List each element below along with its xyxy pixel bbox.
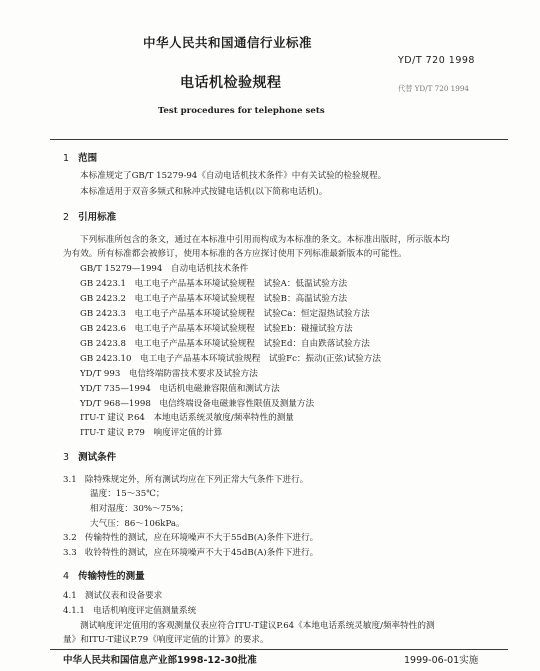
section-2-heading: [63, 213, 116, 223]
section-title: 测试条件: [78, 452, 117, 463]
clause-number: 3.2: [63, 533, 77, 543]
section-number: 1: [63, 153, 70, 164]
clause-number: 3.3: [63, 548, 77, 558]
reference-item: YD/T 735—1994 电话机电磁兼容限值和测试方法: [80, 384, 280, 394]
clause-text: 测试仪表和设备要求: [84, 591, 163, 601]
clause: [63, 534, 318, 543]
clause-text: 电话机响度评定值测量系统: [93, 606, 197, 616]
paragraph: 本标准规定了GB/T 15279-94《自动电话机技术条件》中有关试验的检验规程。: [80, 171, 387, 181]
paragraph: 本标准适用于双音多频式和脉冲式按键电话机(以下简称电话机)。: [80, 187, 328, 197]
clause-text: 传输特性的测试，应在环境噪声不大于55dB(A)条件下进行。: [84, 533, 319, 543]
reference-item: GB 2423.1 电工电子产品基本环境试验规程 试验A：低温试验方法: [80, 279, 348, 289]
clause-text: 除特殊规定外，所有测试均应在下列正常大气条件下进行。: [84, 475, 309, 485]
standard-category: 中华人民共和国通信行业标准: [143, 35, 313, 50]
clause: [63, 607, 196, 616]
clause: [63, 476, 308, 485]
section-title: 引用标准: [78, 212, 117, 223]
implementation-date: 1999-06-01实施: [404, 655, 479, 666]
header-rule: [50, 139, 508, 140]
paragraph: 为有效。所有标准都会被修订，使用本标准的各方应探讨使用下列标准最新版本的可能性。: [63, 249, 407, 259]
reference-item: GB 2423.6 电工电子产品基本环境试验规程 试验Eb：碰撞试验方法: [80, 324, 353, 334]
section-number: 2: [63, 212, 70, 223]
reference-item: YD/T 993 电信终端防雷技术要求及试验方法: [80, 369, 258, 379]
footer-rule: [50, 649, 508, 650]
clause: [63, 592, 162, 601]
reference-item: GB 2423.10 电工电子产品基本环境试验规程 试验Fc：振动(正弦)试验方法: [80, 354, 381, 364]
clause-text: 收铃特性的测试，应在环境噪声不大于45dB(A)条件下进行。: [84, 548, 319, 558]
section-4-heading: [63, 572, 145, 582]
section-3-heading: [63, 453, 116, 463]
paragraph: 下列标准所包含的条文，通过在本标准中引用而构成为本标准的条文。本标准出版时，所示版本均: [80, 235, 450, 245]
section-1-heading: [63, 154, 97, 164]
reference-item: ITU-T 建议 P.64 本地电话系统灵敏度/频率特性的测量: [80, 413, 294, 423]
clause-number: 4.1.1: [63, 606, 85, 616]
paragraph: 量》和ITU-T建议P.79《响度评定值的计算》的要求。: [63, 635, 269, 645]
reference-item: GB 2423.8 电工电子产品基本环境试验规程 试验Ed：自由跌落试验方法: [80, 339, 370, 349]
reference-item: GB 2423.3 电工电子产品基本环境试验规程 试验Ca：恒定湿热试验方法: [80, 309, 370, 319]
clause-text: 温度：15～35℃；: [90, 489, 165, 499]
standard-number: YD/T 720 1998: [398, 55, 475, 66]
reference-item: ITU-T 建议 P.79 响度评定值的计算: [80, 428, 223, 438]
replaces-note: 代替 YD/T 720 1994: [398, 84, 469, 93]
clause-number: 4.1: [63, 591, 77, 601]
document-title: 电话机检验规程: [180, 75, 282, 91]
clause-text: 相对湿度：30%～75%；: [90, 504, 189, 514]
clause: [63, 549, 318, 558]
reference-item: YD/T 968—1998 电信终端设备电磁兼容性限值及测量方法: [80, 399, 315, 409]
clause-number: 3.1: [63, 475, 77, 485]
reference-item: GB 2423.2 电工电子产品基本环境试验规程 试验B：高温试验方法: [80, 294, 348, 304]
paragraph: 测试响度评定值用的客观测量仪表应符合ITU-T建议P.64《本地电话系统灵敏度/频率特性的测: [80, 621, 435, 631]
section-number: 3: [63, 452, 70, 463]
reference-item: GB/T 15279—1994 自动电话机技术条件: [80, 264, 249, 274]
approval-note: 中华人民共和国信息产业部1998-12-30批准: [63, 655, 257, 666]
section-number: 4: [63, 571, 70, 582]
clause-text: 大气压：86～106kPa。: [90, 519, 185, 529]
document-title-en: Test procedures for telephone sets: [158, 106, 325, 116]
section-title: 范围: [78, 153, 98, 164]
section-title: 传输特性的测量: [78, 571, 145, 582]
